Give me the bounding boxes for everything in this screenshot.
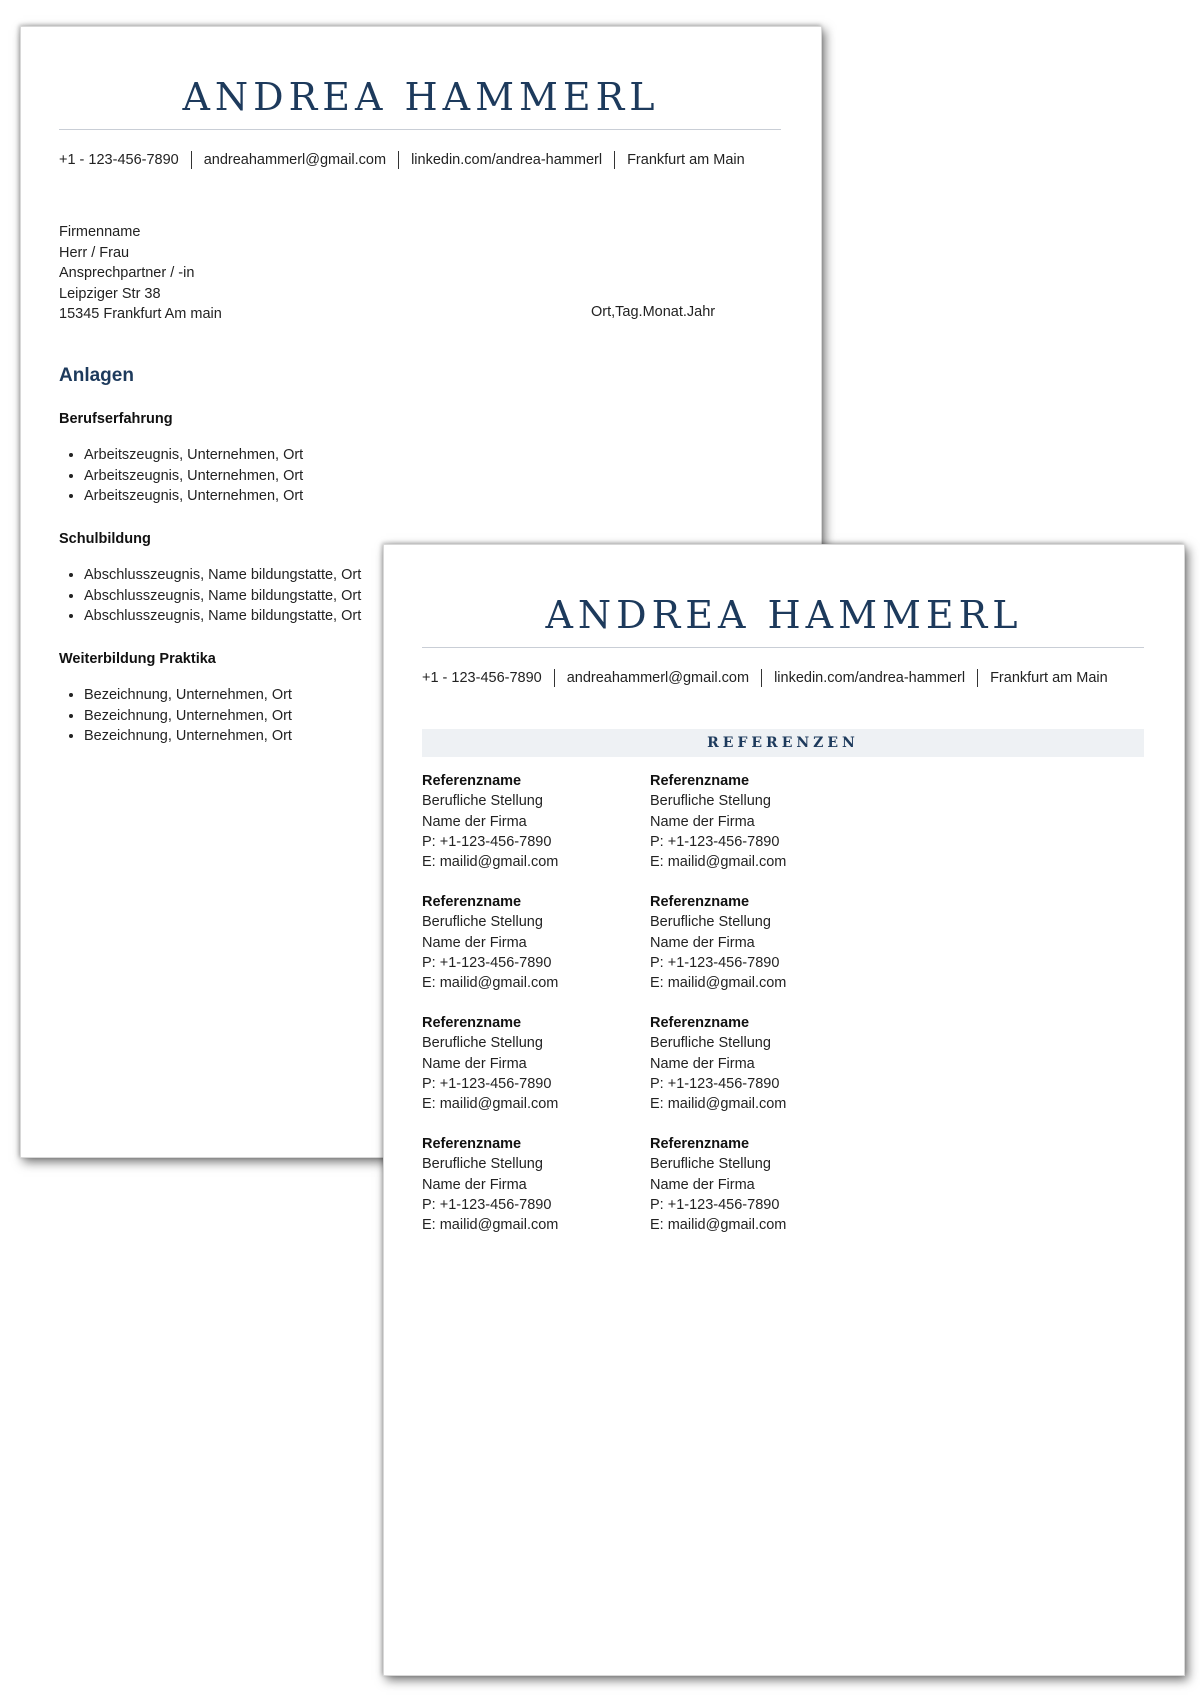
contact-location: Frankfurt am Main	[990, 670, 1108, 686]
reference-name: Referenzname	[422, 1015, 522, 1031]
bullet-list	[59, 565, 361, 627]
separator	[191, 151, 192, 169]
list-item: • Abschlusszeugnis, Name bildungstatte, Ort	[84, 565, 361, 586]
contact-phone: +1 - 123-456-7890	[422, 670, 542, 686]
reference-entry	[422, 771, 558, 872]
contact-location: Frankfurt am Main	[627, 152, 745, 168]
reference-entry	[422, 1013, 558, 1114]
list-item: • Arbeitszeugnis, Unternehmen, Ort	[84, 466, 303, 487]
page-title: ANDREA HAMMERL	[182, 75, 660, 119]
list-item: • Bezeichnung, Unternehmen, Ort	[84, 706, 292, 727]
reference-name: Referenzname	[650, 1136, 750, 1152]
reference-position: Berufliche Stellung	[650, 914, 771, 931]
contact-email[interactable]: andreahammerl@gmail.com	[566, 670, 750, 686]
reference-email[interactable]: E: mailid@gmail.com	[650, 1096, 787, 1113]
reference-phone: P: +1-123-456-7890	[650, 1075, 780, 1092]
reference-company: Name der Firma	[422, 934, 527, 951]
reference-phone: P: +1-123-456-7890	[422, 1196, 552, 1213]
reference-company: Name der Firma	[422, 813, 527, 830]
reference-email[interactable]: E: mailid@gmail.com	[422, 854, 559, 871]
contact-email[interactable]: andreahammerl@gmail.com	[203, 152, 387, 168]
section-heading: Weiterbildung Praktika	[59, 651, 216, 667]
reference-position: Berufliche Stellung	[422, 793, 543, 810]
recipient-street: Leipziger Str 38	[59, 285, 161, 302]
reference-position: Berufliche Stellung	[650, 1035, 771, 1052]
bullet-list	[59, 445, 303, 507]
reference-email[interactable]: E: mailid@gmail.com	[422, 975, 559, 992]
reference-entry	[650, 1013, 786, 1114]
reference-position: Berufliche Stellung	[422, 914, 543, 931]
contact-linkedin[interactable]: linkedin.com/andrea-hammerl	[411, 152, 603, 168]
recipient-salutation: Herr / Frau	[59, 244, 130, 261]
reference-phone: P: +1-123-456-7890	[650, 1196, 780, 1213]
letter-date: Ort,Tag.Monat.Jahr	[591, 304, 716, 320]
reference-name: Referenzname	[650, 1015, 750, 1031]
attachments-heading: Anlagen	[59, 365, 134, 386]
reference-entry	[650, 771, 786, 872]
contact-phone: +1 - 123-456-7890	[59, 152, 179, 168]
reference-position: Berufliche Stellung	[422, 1156, 543, 1173]
reference-position: Berufliche Stellung	[422, 1035, 543, 1052]
header-divider	[59, 129, 781, 130]
reference-company: Name der Firma	[650, 934, 755, 951]
reference-entry	[422, 892, 558, 993]
reference-email[interactable]: E: mailid@gmail.com	[650, 975, 787, 992]
reference-entry	[422, 1134, 558, 1235]
references-heading: REFERENZEN	[422, 729, 1144, 757]
list-item: • Abschlusszeugnis, Name bildungstatte, Ort	[84, 606, 361, 627]
reference-name: Referenzname	[422, 1136, 522, 1152]
section-heading: Schulbildung	[59, 531, 151, 547]
section-heading: Berufserfahrung	[59, 411, 173, 427]
contact-line	[59, 151, 745, 169]
recipient-city: 15345 Frankfurt Am main	[59, 306, 222, 322]
reference-phone: P: +1-123-456-7890	[650, 954, 780, 971]
reference-email[interactable]: E: mailid@gmail.com	[650, 854, 787, 871]
reference-name: Referenzname	[650, 773, 750, 789]
reference-name: Referenzname	[422, 773, 522, 789]
separator	[761, 669, 762, 687]
reference-entry	[650, 892, 786, 993]
recipient-contact-person: Ansprechpartner / -in	[59, 265, 195, 281]
contact-linkedin[interactable]: linkedin.com/andrea-hammerl	[774, 670, 966, 686]
contact-line	[422, 669, 1108, 687]
reference-company: Name der Firma	[422, 1176, 527, 1193]
list-item: • Arbeitszeugnis, Unternehmen, Ort	[84, 445, 303, 466]
reference-company: Name der Firma	[650, 813, 755, 830]
list-item: • Bezeichnung, Unternehmen, Ort	[84, 685, 292, 706]
bullet-list	[59, 685, 292, 747]
reference-company: Name der Firma	[650, 1176, 755, 1193]
reference-email[interactable]: E: mailid@gmail.com	[650, 1217, 787, 1234]
header-divider	[422, 647, 1144, 648]
reference-phone: P: +1-123-456-7890	[422, 1075, 552, 1092]
recipient-address	[59, 222, 222, 325]
reference-phone: P: +1-123-456-7890	[650, 833, 780, 850]
list-item: • Bezeichnung, Unternehmen, Ort	[84, 726, 292, 747]
separator	[614, 151, 615, 169]
list-item: • Arbeitszeugnis, Unternehmen, Ort	[84, 486, 303, 507]
reference-phone: P: +1-123-456-7890	[422, 954, 552, 971]
separator	[554, 669, 555, 687]
list-item: • Abschlusszeugnis, Name bildungstatte, Ort	[84, 586, 361, 607]
reference-entry	[650, 1134, 786, 1235]
recipient-company: Firmenname	[59, 224, 141, 240]
reference-company: Name der Firma	[422, 1055, 527, 1072]
separator	[977, 669, 978, 687]
reference-email[interactable]: E: mailid@gmail.com	[422, 1217, 559, 1234]
reference-company: Name der Firma	[650, 1055, 755, 1072]
reference-name: Referenzname	[422, 894, 522, 910]
document-page-references	[383, 544, 1185, 1676]
reference-position: Berufliche Stellung	[650, 793, 771, 810]
page-title: ANDREA HAMMERL	[545, 593, 1023, 637]
reference-position: Berufliche Stellung	[650, 1156, 771, 1173]
reference-phone: P: +1-123-456-7890	[422, 833, 552, 850]
reference-name: Referenzname	[650, 894, 750, 910]
reference-email[interactable]: E: mailid@gmail.com	[422, 1096, 559, 1113]
separator	[398, 151, 399, 169]
